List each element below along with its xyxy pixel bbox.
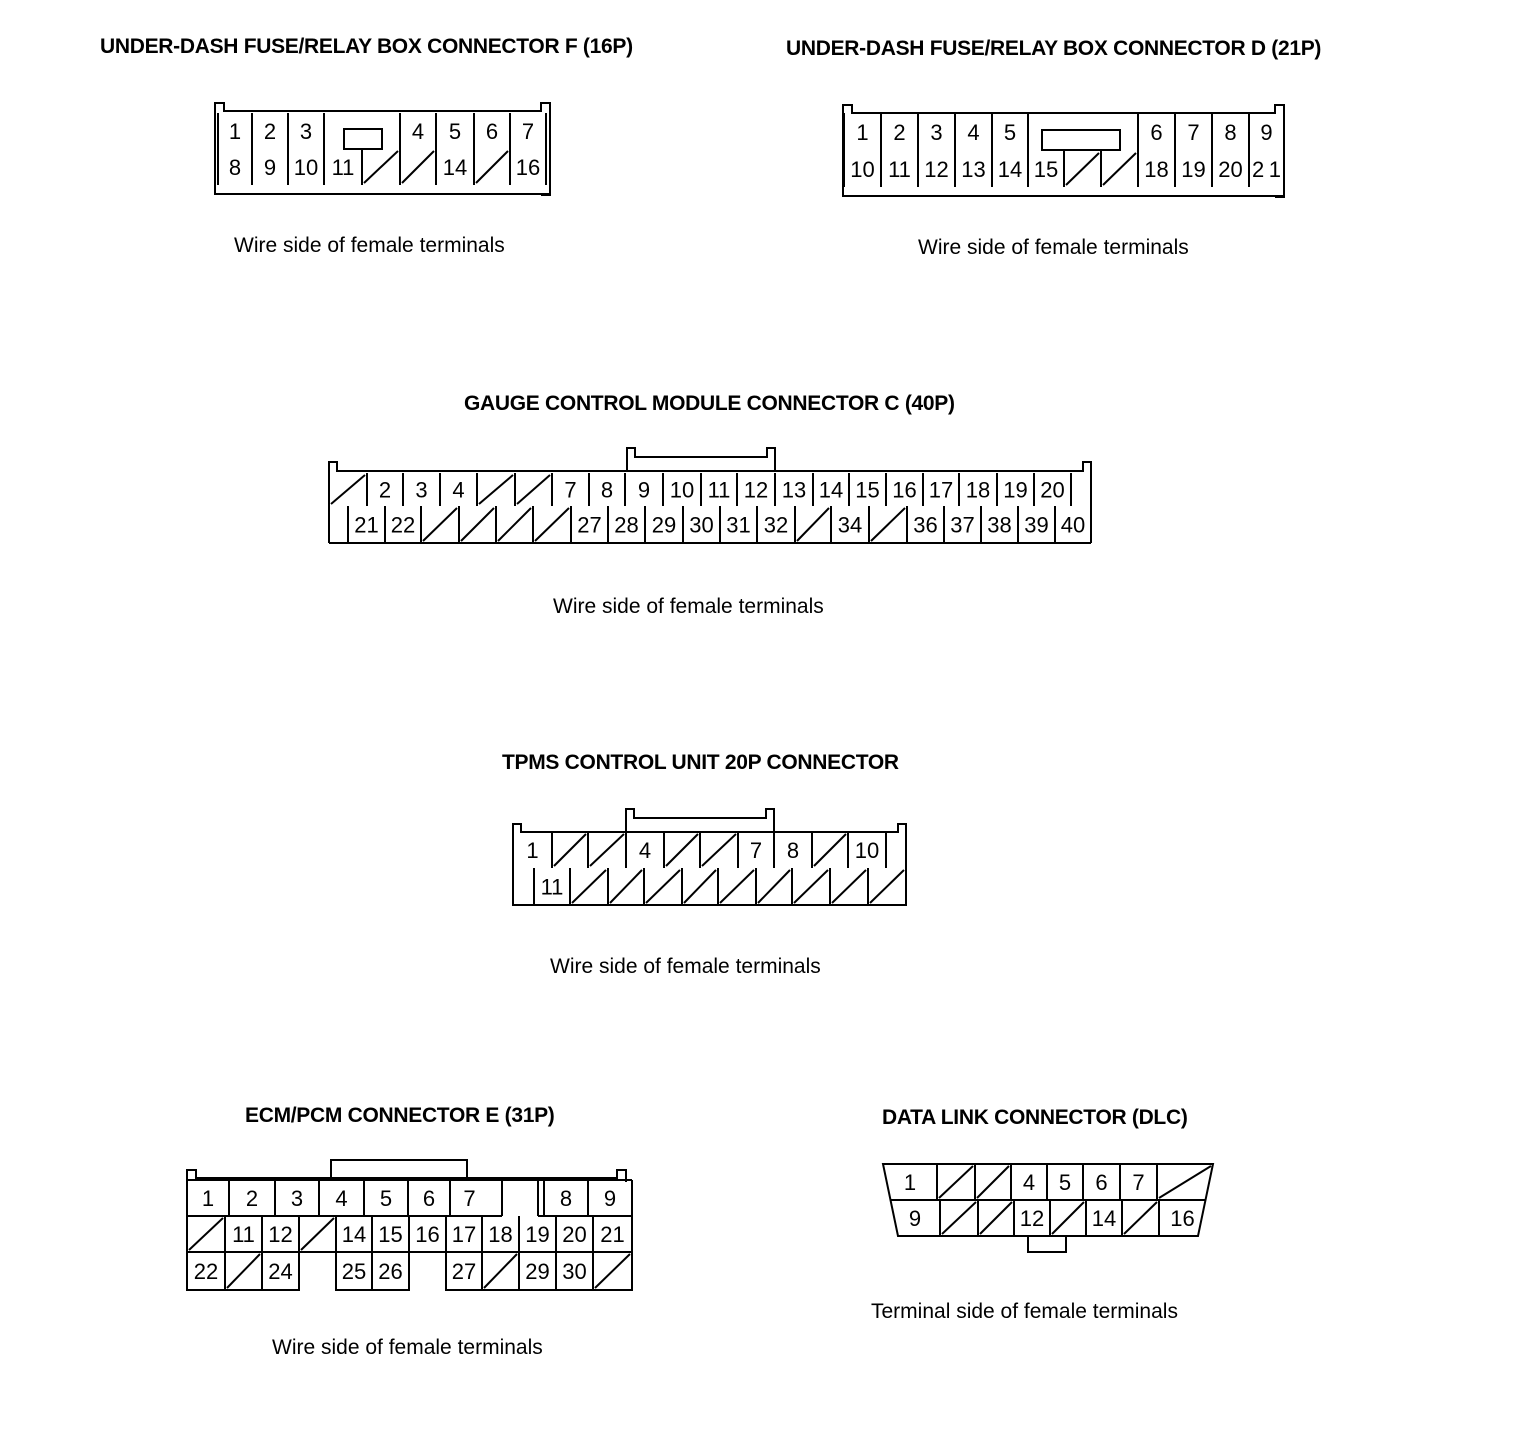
terminal-number: 28 [614, 512, 639, 538]
terminal-number: 1 [228, 119, 242, 144]
terminal-number: 9 [603, 1186, 617, 1211]
unused-cavity-slash [977, 1166, 1009, 1198]
unused-cavity-slash [942, 1202, 976, 1234]
unused-cavity-slash [758, 870, 790, 903]
connector-e-diagram [180, 1156, 640, 1296]
terminal-number: 8 [559, 1186, 573, 1211]
terminal-number: 14 [997, 157, 1023, 182]
unused-cavity-slash [476, 151, 508, 183]
unused-cavity-slash [832, 870, 866, 903]
terminal-number: 21 [600, 1222, 625, 1247]
terminal-number: 7 [463, 1186, 476, 1211]
connector-f-title: UNDER-DASH FUSE/RELAY BOX CONNECTOR F (16P) [100, 35, 633, 58]
unused-cavity-slash [1124, 1202, 1157, 1234]
terminal-number: 12 [1019, 1206, 1045, 1231]
terminal-number: 30 [689, 512, 714, 538]
terminal-number: 12 [268, 1222, 293, 1247]
terminal-number: 27 [577, 512, 602, 538]
terminal-number: 29 [651, 512, 677, 538]
dlc-title: DATA LINK CONNECTOR (DLC) [882, 1106, 1188, 1129]
terminal-number: 3 [930, 120, 943, 145]
unused-cavity-slash [331, 475, 365, 504]
dlc-caption: Terminal side of female terminals [871, 1300, 1178, 1323]
terminal-number: 8 [786, 838, 800, 863]
terminal-number: 7 [1187, 120, 1200, 145]
terminal-number: 36 [913, 512, 938, 538]
terminal-number: 1 [903, 1170, 917, 1195]
unused-cavity-slash [301, 1218, 334, 1250]
unused-cavity-slash [797, 508, 829, 541]
connector-e-title: ECM/PCM CONNECTOR E (31P) [245, 1104, 555, 1127]
terminal-number: 18 [488, 1222, 513, 1247]
unused-cavity-slash [1052, 1202, 1084, 1234]
terminal-number: 31 [726, 512, 751, 538]
unused-cavity-slash [939, 1166, 973, 1198]
terminal-number: 32 [763, 512, 789, 538]
tpms-connector-diagram [508, 804, 913, 914]
terminal-number: 5 [379, 1186, 393, 1211]
dlc-diagram [878, 1158, 1223, 1258]
unused-cavity-slash [572, 870, 606, 903]
terminal-number: 17 [928, 477, 954, 503]
terminal-number: 9 [263, 155, 277, 180]
terminal-number: 4 [1022, 1170, 1036, 1195]
terminal-number: 39 [1024, 512, 1049, 538]
terminal-number: 11 [331, 155, 355, 180]
unused-cavity-slash [364, 151, 398, 183]
terminal-number: 11 [540, 874, 564, 900]
terminal-number: 20 [562, 1222, 587, 1247]
terminal-number: 1 [856, 120, 869, 145]
terminal-number: 5 [448, 119, 462, 144]
terminal-number: 6 [1095, 1170, 1108, 1195]
terminal-number: 22 [390, 512, 416, 538]
terminal-number: 11 [707, 477, 731, 503]
terminal-number: 2 [245, 1186, 259, 1211]
terminal-number: 21 [1252, 157, 1281, 182]
terminal-number: 5 [1058, 1170, 1072, 1195]
unused-cavity-slash [423, 508, 457, 541]
terminal-number: 25 [341, 1259, 367, 1284]
connector-f-diagram [210, 98, 560, 202]
terminal-number: 9 [1260, 120, 1273, 145]
connector-c-caption: Wire side of female terminals [553, 595, 824, 618]
terminal-number: 22 [193, 1259, 219, 1284]
terminal-number: 15 [1033, 157, 1059, 182]
connector-e-caption: Wire side of female terminals [272, 1336, 543, 1359]
terminal-number: 6 [485, 119, 499, 144]
tpms-connector-caption: Wire side of female terminals [550, 955, 821, 978]
terminal-number: 16 [415, 1222, 440, 1247]
terminal-number: 21 [354, 512, 379, 538]
terminal-number: 1 [526, 838, 539, 863]
unused-cavity-slash [517, 475, 550, 504]
terminal-number: 8 [1224, 120, 1237, 145]
unused-cavity-slash [794, 870, 828, 903]
terminal-number: 6 [1150, 120, 1163, 145]
terminal-number: 10 [293, 155, 319, 180]
unused-cavity-slash [484, 1254, 517, 1288]
unused-cavity-slash [554, 834, 586, 866]
terminal-number: 14 [818, 477, 844, 503]
terminal-number: 17 [451, 1222, 477, 1247]
terminal-number: 11 [888, 157, 911, 182]
terminal-number: 37 [950, 512, 975, 538]
unused-cavity-slash [590, 834, 624, 866]
terminal-number: 10 [669, 477, 695, 503]
connector-f-caption: Wire side of female terminals [234, 234, 505, 257]
unused-cavity-slash [1066, 153, 1099, 185]
terminal-number: 6 [422, 1186, 436, 1211]
terminal-number: 14 [1091, 1206, 1117, 1231]
terminal-number: 29 [525, 1259, 550, 1284]
terminal-number: 2 [263, 119, 277, 144]
terminal-number: 18 [965, 477, 991, 503]
unused-cavity-slash [666, 834, 698, 866]
unused-cavity-slash [720, 870, 754, 903]
terminal-number: 15 [378, 1222, 403, 1247]
terminal-number: 5 [1003, 120, 1017, 145]
terminal-number: 3 [290, 1186, 304, 1211]
connector-c-title: GAUGE CONTROL MODULE CONNECTOR C (40P) [464, 392, 955, 415]
terminal-number: 13 [781, 477, 807, 503]
unused-cavity-slash [402, 151, 434, 183]
terminal-number: 14 [341, 1222, 367, 1247]
terminal-number: 7 [521, 119, 535, 144]
terminal-number: 26 [378, 1259, 403, 1284]
terminal-number: 16 [892, 477, 917, 503]
terminal-number: 8 [600, 477, 614, 503]
terminal-number: 20 [1218, 157, 1243, 182]
unused-cavity-slash [227, 1254, 260, 1288]
terminal-number: 7 [564, 477, 577, 503]
unused-cavity-slash [980, 1202, 1012, 1234]
unused-cavity-slash [610, 870, 642, 903]
terminal-number: 4 [452, 477, 465, 503]
terminal-number: 3 [299, 119, 313, 144]
terminal-number: 30 [562, 1259, 587, 1284]
terminal-number: 14 [442, 155, 468, 180]
terminal-number: 8 [228, 155, 242, 180]
terminal-number: 7 [1132, 1170, 1145, 1195]
unused-cavity-slash [702, 834, 736, 866]
terminal-number: 1 [201, 1186, 215, 1211]
terminal-number: 40 [1060, 512, 1086, 538]
tpms-connector-title: TPMS CONTROL UNIT 20P CONNECTOR [502, 751, 899, 774]
terminal-number: 19 [525, 1222, 550, 1247]
terminal-number: 12 [924, 157, 949, 182]
unused-cavity-slash [595, 1254, 630, 1288]
unused-cavity-slash [498, 508, 531, 541]
connector-d-title: UNDER-DASH FUSE/RELAY BOX CONNECTOR D (21P) [786, 37, 1322, 60]
terminal-number: 15 [855, 477, 880, 503]
unused-cavity-slash [871, 508, 905, 541]
unused-cavity-slash [535, 508, 569, 541]
terminal-number: 4 [411, 119, 425, 144]
unused-cavity-slash [189, 1218, 223, 1250]
connector-d-diagram [838, 100, 1298, 204]
connector-c-diagram [323, 443, 1103, 551]
terminal-number: 19 [1003, 477, 1028, 503]
terminal-number: 38 [987, 512, 1012, 538]
unused-cavity-slash [461, 508, 494, 541]
unused-cavity-slash [870, 870, 904, 903]
terminal-number: 13 [961, 157, 986, 182]
terminal-number: 4 [638, 838, 652, 863]
unused-cavity-slash [1159, 1166, 1211, 1198]
terminal-number: 19 [1181, 157, 1206, 182]
unused-cavity-slash [646, 870, 680, 903]
terminal-number: 4 [967, 120, 980, 145]
terminal-number: 11 [232, 1222, 255, 1247]
terminal-number: 9 [908, 1206, 922, 1231]
terminal-number: 7 [749, 838, 763, 863]
terminal-number: 10 [854, 838, 880, 863]
terminal-number: 34 [837, 512, 863, 538]
unused-cavity-slash [814, 834, 846, 866]
unused-cavity-slash [479, 475, 513, 504]
connector-d-caption: Wire side of female terminals [918, 236, 1189, 259]
terminal-number: 16 [1170, 1206, 1195, 1231]
terminal-number: 18 [1144, 157, 1169, 182]
terminal-number: 2 [378, 477, 392, 503]
terminal-number: 2 [893, 120, 906, 145]
terminal-number: 3 [415, 477, 428, 503]
terminal-number: 27 [451, 1259, 477, 1284]
unused-cavity-slash [1103, 153, 1136, 185]
terminal-number: 16 [515, 155, 541, 180]
terminal-number: 12 [743, 477, 769, 503]
unused-cavity-slash [684, 870, 716, 903]
terminal-number: 20 [1040, 477, 1065, 503]
terminal-number: 24 [268, 1259, 293, 1284]
terminal-number: 9 [637, 477, 651, 503]
terminal-number: 4 [335, 1186, 348, 1211]
terminal-number: 10 [850, 157, 875, 182]
